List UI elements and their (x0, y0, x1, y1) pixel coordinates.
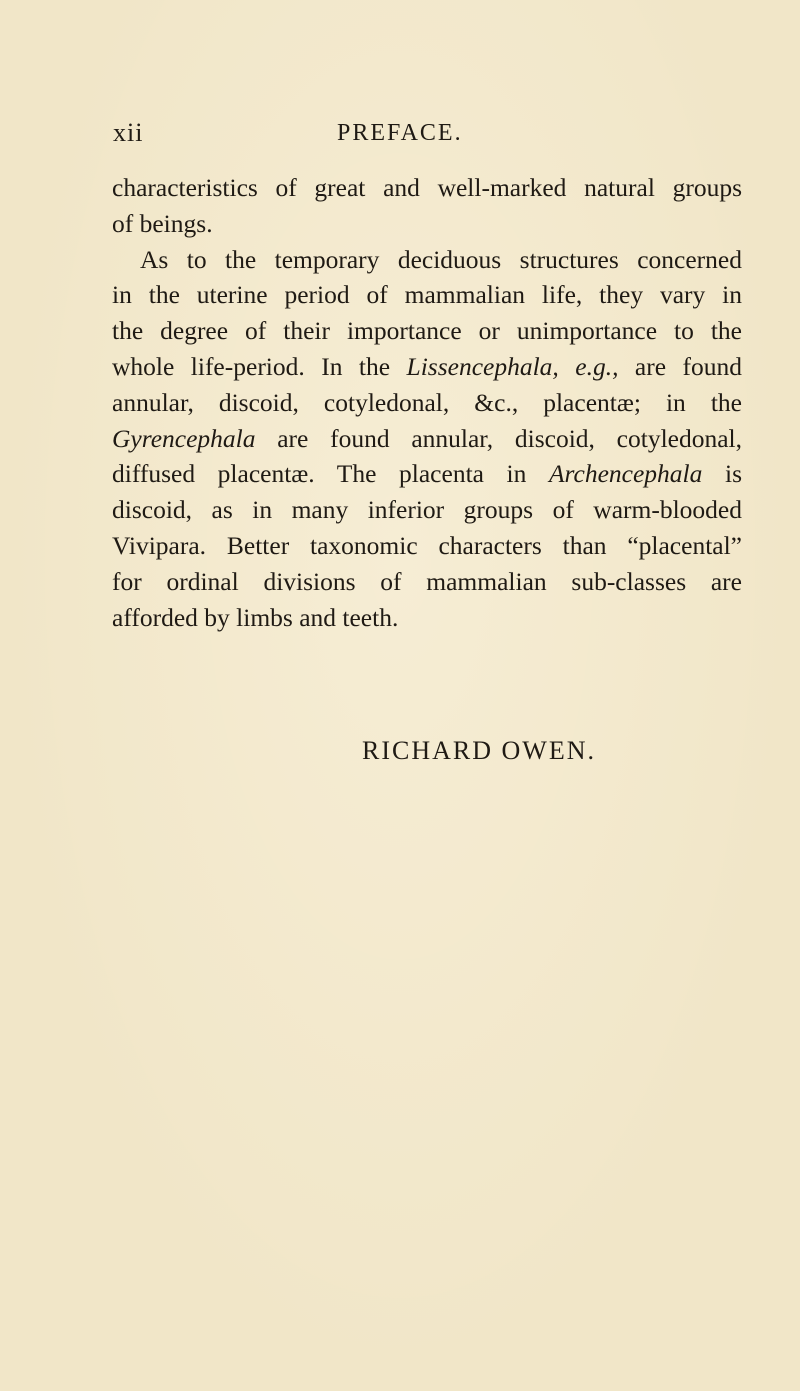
body-text (112, 170, 742, 635)
text-line: in the uterine period of mammalian life, they vary in (112, 280, 742, 310)
text-line: afforded by limbs and teeth. (112, 602, 399, 632)
author-signature: RICHARD OWEN. (362, 736, 596, 765)
paragraph-start-line: As to the temporary deciduous structures concerned (140, 244, 742, 274)
taxon-italic: Gyrencephala (112, 423, 256, 453)
taxon-italic: Lissencephala, e.g., (406, 351, 619, 381)
text-line: diffused placentæ. The placenta in Archencephala is (112, 459, 742, 489)
running-head: PREFACE. (337, 120, 463, 146)
text-line: annular, discoid, cotyledonal, &c., placentæ; in the (112, 387, 742, 417)
text-line: the degree of their importance or unimportance to the (112, 316, 742, 346)
text-line: whole life-period. In the Lissencephala, e.g., are found (112, 351, 742, 381)
text-line: for ordinal divisions of mammalian sub-classes are (112, 566, 742, 596)
text-line: Vivipara. Better taxonomic characters than “placental” (112, 530, 742, 560)
text-line: characteristics of great and well-marked natural groups (112, 173, 742, 202)
taxon-italic: Archencephala (548, 459, 703, 489)
text-line: of beings. (112, 208, 213, 238)
text-line: discoid, as in many inferior groups of warm-blooded (112, 495, 742, 525)
page-number: xii (113, 118, 144, 147)
text-line: Gyrencephala are found annular, discoid, cotyledonal, (112, 423, 742, 453)
